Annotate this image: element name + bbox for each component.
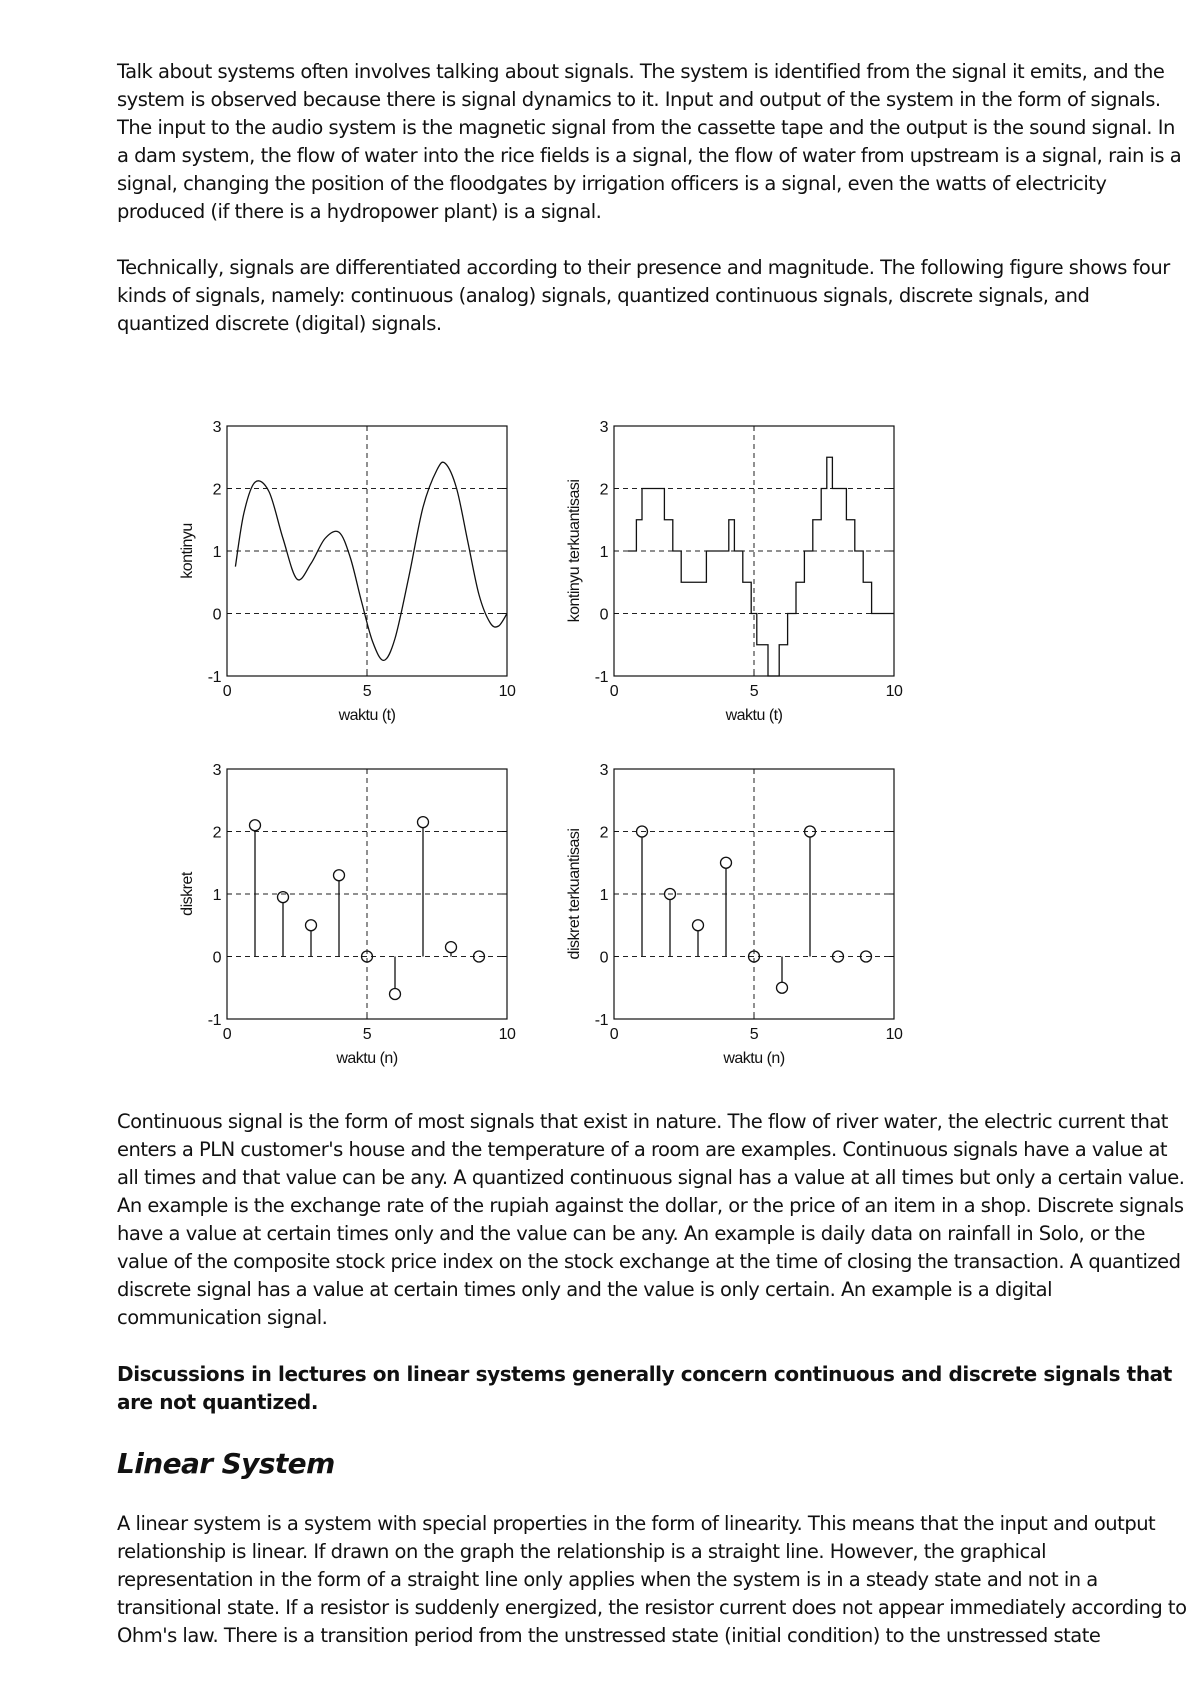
stem-marker [334,870,345,881]
y-axis-label: diskret [179,872,196,916]
series-step-line [628,457,894,676]
y-tick-label: 3 [212,762,221,779]
x-tick-label: 0 [222,1026,232,1043]
stem-marker [693,920,704,931]
y-tick-label: -1 [207,1012,221,1029]
y-tick-label: -1 [594,669,608,686]
x-tick-label: 5 [749,683,759,700]
x-axis-label: waktu (t) [338,707,396,724]
x-axis-label: waktu (t) [725,707,783,724]
chart-panel-3 [179,762,516,1067]
y-tick-label: 0 [599,606,608,624]
stem-marker [250,820,261,831]
x-axis-label: waktu (n) [336,1050,398,1067]
x-tick-label: 0 [609,1026,619,1043]
signals-figure-svg [117,366,1187,1136]
y-tick-label: 1 [212,887,221,904]
stem-marker [390,989,401,1000]
stem-marker [721,857,732,868]
y-tick-label: 3 [599,762,608,779]
document-page [117,58,1187,1678]
x-tick-label: 10 [498,1026,516,1043]
y-axis-label: diskret terkuantisasi [566,828,583,960]
series-line-kontinyu [235,462,507,660]
y-tick-label: 2 [599,481,608,499]
chart-panel-1 [179,419,516,724]
y-tick-label: 3 [599,419,608,436]
intro-paragraph-1: Talk about systems often involves talking about signals. The system is identified from the signal it emits, and the system is observed because there is signal dynamics to it. Input and output of the system in the form of signals. The input to the audio system is the magnetic signal from the cassette tape and the output is the sound signal. In a dam system, the flow of water into the rice fields is a signal, the flow of water from upstream is a signal, rain is a signal, changing the position of the floodgates by irrigation officers is a signal, even the watts of electricity produced (if there is a hydropower plant) is a signal. [117,60,1182,223]
x-tick-label: 10 [498,683,516,700]
y-axis-label: kontinyu [179,523,196,579]
section-heading-linear-system: Linear System [117,1447,335,1480]
x-tick-label: 5 [362,1026,372,1043]
stem-marker [306,920,317,931]
y-tick-label: 2 [599,824,608,842]
y-tick-label: 1 [212,544,221,561]
x-axis-label: waktu (n) [723,1050,785,1067]
y-tick-label: 0 [212,606,221,624]
x-tick-label: 0 [609,683,619,700]
body-paragraph-signals: Continuous signal is the form of most signals that exist in nature. The flow of river water, the electric current that enters a PLN customer's house and the temperature of a room are examples. Continuous signals have a value at all times and that value can be any. A quantized continuous signal has a value at all times but only a certain value. An example is the exchange rate of the rupiah against the dollar, or the price of an item in a shop. Discrete signals have a value at certain times only and the value can be any. An example is daily data on rainfall in Solo, or the value of the composite stock price index on the stock exchange at the time of closing the transaction. A quantized discrete signal has a value at certain times only and the value is only certain. An example is a digital communication signal. [117,1110,1185,1329]
y-tick-label: -1 [594,1012,608,1029]
stem-marker [446,942,457,953]
stem-marker [278,892,289,903]
y-tick-label: 1 [599,544,608,561]
x-tick-label: 5 [362,683,372,700]
x-tick-label: 10 [885,1026,903,1043]
y-axis-label: kontinyu terkuantisasi [566,479,583,623]
y-tick-label: 1 [599,887,608,904]
intro-paragraph-2: Technically, signals are differentiated according to their presence and magnitude. The following figure shows four kinds of signals, namely: continuous (analog) signals, quantized continuous signals, discrete signals, and quantized discrete (digital) signals. [117,256,1170,335]
bold-paragraph: Discussions in lectures on linear systems generally concern continuous and discrete signals that are not quantized. [117,1362,1172,1414]
x-tick-label: 0 [222,683,232,700]
y-tick-label: 0 [599,949,608,967]
y-tick-label: 2 [212,481,221,499]
x-tick-label: 5 [749,1026,759,1043]
y-tick-label: 2 [212,824,221,842]
y-tick-label: 3 [212,419,221,436]
chart-panel-4 [566,762,903,1067]
x-tick-label: 10 [885,683,903,700]
signals-figure [117,366,1187,1136]
stem-marker [418,817,429,828]
y-tick-label: 0 [212,949,221,967]
section-paragraph-1: A linear system is a system with special properties in the form of linearity. This means that the input and output relationship is linear. If drawn on the graph the relationship is a straight line. However, the graphical representation in the form of a straight line only applies when the system is in a steady state and not in a transitional state. If a resistor is suddenly energized, the resistor current does not appear immediately according to Ohm's law. There is a transition period from the unstressed state (initial condition) to the unstressed state [117,1512,1187,1647]
stem-marker [777,982,788,993]
y-tick-label: -1 [207,669,221,686]
chart-panel-2 [566,419,903,724]
